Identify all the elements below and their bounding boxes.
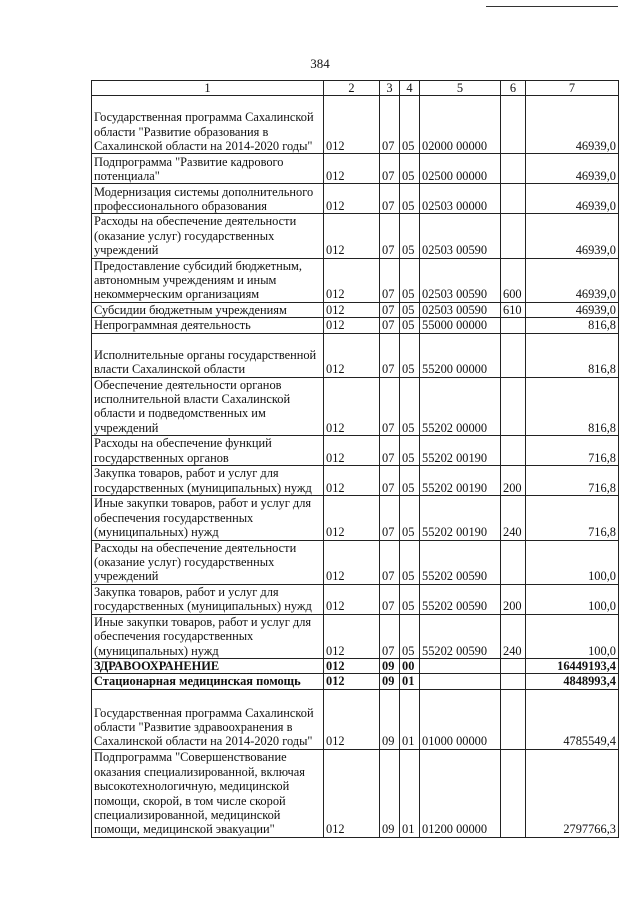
header-cell: 4 xyxy=(400,81,420,96)
row-target-article: 55000 00000 xyxy=(420,318,501,333)
row-ministry-code: 012 xyxy=(324,614,380,658)
row-description: Подпрограмма "Совершенствование оказания специализированной, включая высокотехнологичную, медицинской помощи, скорой, в том числе скорой специализированной, медицинской помощи, медицинской эвакуации" xyxy=(92,749,324,837)
row-description: Обеспечение деятельности органов исполнительной власти Сахалинской области и подведомственных им учреждений xyxy=(92,377,324,436)
row-ministry-code: 012 xyxy=(324,436,380,466)
row-ministry-code: 012 xyxy=(324,584,380,614)
table-row xyxy=(92,154,619,184)
row-description: Стационарная медицинская помощь xyxy=(92,674,324,689)
row-subsection-code: 05 xyxy=(400,466,420,496)
row-expense-type xyxy=(501,214,526,258)
table-row xyxy=(92,496,619,540)
row-amount: 46939,0 xyxy=(526,214,619,258)
row-section-code: 07 xyxy=(380,258,400,302)
row-section-code: 07 xyxy=(380,318,400,333)
row-section-code: 07 xyxy=(380,584,400,614)
row-subsection-code: 01 xyxy=(400,674,420,689)
row-description: Субсидии бюджетным учреждениям xyxy=(92,302,324,317)
header-cell: 6 xyxy=(501,81,526,96)
row-amount: 716,8 xyxy=(526,496,619,540)
table-row xyxy=(92,540,619,584)
row-amount: 46939,0 xyxy=(526,96,619,154)
row-section-code: 07 xyxy=(380,184,400,214)
row-section-code: 07 xyxy=(380,466,400,496)
table-row xyxy=(92,214,619,258)
row-ministry-code: 012 xyxy=(324,658,380,673)
row-subsection-code: 05 xyxy=(400,184,420,214)
row-description: Закупка товаров, работ и услуг для государственных (муниципальных) нужд xyxy=(92,466,324,496)
row-section-code: 07 xyxy=(380,377,400,436)
table-row xyxy=(92,674,619,689)
row-expense-type xyxy=(501,184,526,214)
row-target-article: 01200 00000 xyxy=(420,749,501,837)
row-target-article: 02503 00590 xyxy=(420,258,501,302)
row-ministry-code: 012 xyxy=(324,466,380,496)
row-ministry-code: 012 xyxy=(324,318,380,333)
table-row xyxy=(92,333,619,377)
page-number: 384 xyxy=(310,56,330,71)
row-section-code: 07 xyxy=(380,540,400,584)
row-target-article: 02503 00590 xyxy=(420,302,501,317)
row-amount: 100,0 xyxy=(526,584,619,614)
row-description: Подпрограмма "Развитие кадрового потенциала" xyxy=(92,154,324,184)
row-expense-type: 240 xyxy=(501,496,526,540)
header-cell: 2 xyxy=(324,81,380,96)
row-ministry-code: 012 xyxy=(324,302,380,317)
row-expense-type xyxy=(501,436,526,466)
row-section-code: 09 xyxy=(380,749,400,837)
row-expense-type: 610 xyxy=(501,302,526,317)
header-cell: 5 xyxy=(420,81,501,96)
row-subsection-code: 05 xyxy=(400,584,420,614)
budget-table xyxy=(91,80,619,838)
row-expense-type xyxy=(501,658,526,673)
row-description: Предоставление субсидий бюджетным, автономным учреждениям и иным некоммерческим организациям xyxy=(92,258,324,302)
row-ministry-code: 012 xyxy=(324,496,380,540)
row-section-code: 07 xyxy=(380,436,400,466)
row-description: Иные закупки товаров, работ и услуг для обеспечения государственных (муниципальных) нужд xyxy=(92,496,324,540)
row-description: ЗДРАВООХРАНЕНИЕ xyxy=(92,658,324,673)
table-row xyxy=(92,749,619,837)
table-row xyxy=(92,258,619,302)
row-target-article xyxy=(420,658,501,673)
row-subsection-code: 05 xyxy=(400,436,420,466)
row-amount: 4785549,4 xyxy=(526,689,619,749)
table-row xyxy=(92,436,619,466)
row-ministry-code: 012 xyxy=(324,214,380,258)
row-description: Расходы на обеспечение деятельности (оказание услуг) государственных учреждений xyxy=(92,540,324,584)
row-amount: 716,8 xyxy=(526,436,619,466)
row-subsection-code: 01 xyxy=(400,689,420,749)
table-header-row xyxy=(92,81,619,96)
row-description: Закупка товаров, работ и услуг для государственных (муниципальных) нужд xyxy=(92,584,324,614)
row-section-code: 07 xyxy=(380,154,400,184)
row-expense-type: 240 xyxy=(501,614,526,658)
row-expense-type xyxy=(501,318,526,333)
row-amount: 46939,0 xyxy=(526,302,619,317)
row-expense-type: 200 xyxy=(501,466,526,496)
table-row xyxy=(92,96,619,154)
row-expense-type xyxy=(501,749,526,837)
row-ministry-code: 012 xyxy=(324,689,380,749)
row-amount: 46939,0 xyxy=(526,154,619,184)
row-target-article xyxy=(420,674,501,689)
table-row xyxy=(92,318,619,333)
row-description: Государственная программа Сахалинской области "Развитие образования в Сахалинской области на 2014-2020 годы" xyxy=(92,96,324,154)
row-target-article: 02503 00590 xyxy=(420,214,501,258)
row-target-article: 55202 00590 xyxy=(420,614,501,658)
row-amount: 100,0 xyxy=(526,540,619,584)
row-section-code: 07 xyxy=(380,333,400,377)
row-description: Расходы на обеспечение деятельности (оказание услуг) государственных учреждений xyxy=(92,214,324,258)
row-expense-type xyxy=(501,154,526,184)
row-subsection-code: 00 xyxy=(400,658,420,673)
row-subsection-code: 05 xyxy=(400,496,420,540)
table-row xyxy=(92,584,619,614)
table-row xyxy=(92,614,619,658)
row-expense-type xyxy=(501,377,526,436)
row-subsection-code: 05 xyxy=(400,302,420,317)
row-ministry-code: 012 xyxy=(324,154,380,184)
row-amount: 46939,0 xyxy=(526,184,619,214)
row-ministry-code: 012 xyxy=(324,749,380,837)
row-subsection-code: 05 xyxy=(400,333,420,377)
row-section-code: 09 xyxy=(380,658,400,673)
row-ministry-code: 012 xyxy=(324,674,380,689)
row-target-article: 02000 00000 xyxy=(420,96,501,154)
row-description: Иные закупки товаров, работ и услуг для обеспечения государственных (муниципальных) нужд xyxy=(92,614,324,658)
row-amount: 4848993,4 xyxy=(526,674,619,689)
row-amount: 46939,0 xyxy=(526,258,619,302)
row-expense-type xyxy=(501,333,526,377)
row-subsection-code: 01 xyxy=(400,749,420,837)
row-subsection-code: 05 xyxy=(400,377,420,436)
row-expense-type xyxy=(501,674,526,689)
header-cell: 1 xyxy=(92,81,324,96)
row-target-article: 02500 00000 xyxy=(420,154,501,184)
row-amount: 16449193,4 xyxy=(526,658,619,673)
row-subsection-code: 05 xyxy=(400,258,420,302)
row-subsection-code: 05 xyxy=(400,614,420,658)
row-section-code: 07 xyxy=(380,302,400,317)
row-target-article: 55202 00190 xyxy=(420,496,501,540)
row-subsection-code: 05 xyxy=(400,318,420,333)
table-row xyxy=(92,466,619,496)
row-section-code: 07 xyxy=(380,496,400,540)
row-amount: 2797766,3 xyxy=(526,749,619,837)
row-ministry-code: 012 xyxy=(324,96,380,154)
row-target-article: 55202 00190 xyxy=(420,436,501,466)
header-cell: 7 xyxy=(526,81,619,96)
row-section-code: 07 xyxy=(380,96,400,154)
table-row xyxy=(92,377,619,436)
row-amount: 100,0 xyxy=(526,614,619,658)
row-ministry-code: 012 xyxy=(324,377,380,436)
row-subsection-code: 05 xyxy=(400,214,420,258)
row-target-article: 55202 00190 xyxy=(420,466,501,496)
row-ministry-code: 012 xyxy=(324,184,380,214)
table-row xyxy=(92,302,619,317)
table-body xyxy=(92,96,619,837)
row-expense-type xyxy=(501,96,526,154)
row-ministry-code: 012 xyxy=(324,540,380,584)
table-row xyxy=(92,689,619,749)
row-description: Непрограммная деятельность xyxy=(92,318,324,333)
table-row xyxy=(92,658,619,673)
row-ministry-code: 012 xyxy=(324,333,380,377)
row-subsection-code: 05 xyxy=(400,540,420,584)
row-section-code: 09 xyxy=(380,674,400,689)
row-target-article: 02503 00000 xyxy=(420,184,501,214)
row-description: Модернизация системы дополнительного профессионального образования xyxy=(92,184,324,214)
row-target-article: 55200 00000 xyxy=(420,333,501,377)
row-subsection-code: 05 xyxy=(400,96,420,154)
row-description: Исполнительные органы государственной власти Сахалинской области xyxy=(92,333,324,377)
row-target-article: 55202 00590 xyxy=(420,584,501,614)
row-expense-type xyxy=(501,689,526,749)
row-expense-type: 600 xyxy=(501,258,526,302)
row-description: Государственная программа Сахалинской области "Развитие здравоохранения в Сахалинской области на 2014-2020 годы" xyxy=(92,689,324,749)
header-cell: 3 xyxy=(380,81,400,96)
row-target-article: 01000 00000 xyxy=(420,689,501,749)
row-target-article: 55202 00590 xyxy=(420,540,501,584)
row-section-code: 07 xyxy=(380,214,400,258)
row-amount: 816,8 xyxy=(526,333,619,377)
row-amount: 816,8 xyxy=(526,377,619,436)
row-description: Расходы на обеспечение функций государственных органов xyxy=(92,436,324,466)
row-section-code: 09 xyxy=(380,689,400,749)
row-expense-type xyxy=(501,540,526,584)
row-expense-type: 200 xyxy=(501,584,526,614)
row-amount: 716,8 xyxy=(526,466,619,496)
top-rule xyxy=(486,6,618,7)
row-subsection-code: 05 xyxy=(400,154,420,184)
row-amount: 816,8 xyxy=(526,318,619,333)
row-ministry-code: 012 xyxy=(324,258,380,302)
row-section-code: 07 xyxy=(380,614,400,658)
row-target-article: 55202 00000 xyxy=(420,377,501,436)
table-row xyxy=(92,184,619,214)
